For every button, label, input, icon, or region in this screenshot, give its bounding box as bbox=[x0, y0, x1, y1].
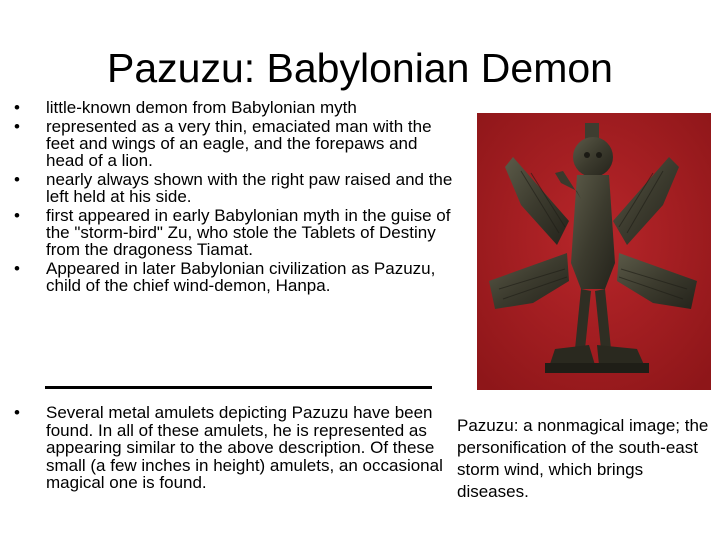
bullet-item: • little-known demon from Babylonian myth bbox=[14, 99, 454, 116]
pazuzu-figurine-illustration bbox=[477, 113, 711, 390]
bullet-item: • Appeared in later Babylonian civilization as Pazuzu, child of the chief wind-demon, Hanpa. bbox=[14, 260, 454, 294]
bullet-item-amulets: • Several metal amulets depicting Pazuzu have been found. In all of these amulets, he is represented as appearing similar to the above description. Of these small (a few inches in height) amulets, an occasional magical one is found. bbox=[14, 404, 446, 492]
pazuzu-statue-photo bbox=[477, 113, 711, 390]
photo-caption: Pazuzu: a nonmagical image; the personification of the south-east storm wind, which brings diseases. bbox=[457, 416, 709, 501]
slide-title: Pazuzu: Babylonian Demon bbox=[107, 45, 613, 91]
bullet-item: • first appeared in early Babylonian myth in the guise of the "storm-bird" Zu, who stole the Tablets of Destiny from the dragoness Tiamat. bbox=[14, 207, 454, 258]
bullet-list-lower bbox=[14, 404, 446, 492]
bullet-item: • represented as a very thin, emaciated man with the feet and wings of an eagle, and the forepaws and head of a lion. bbox=[14, 118, 454, 169]
divider-line bbox=[45, 386, 432, 389]
bullet-list bbox=[14, 99, 454, 296]
bullet-item: • nearly always shown with the right paw raised and the left held at his side. bbox=[14, 171, 454, 205]
